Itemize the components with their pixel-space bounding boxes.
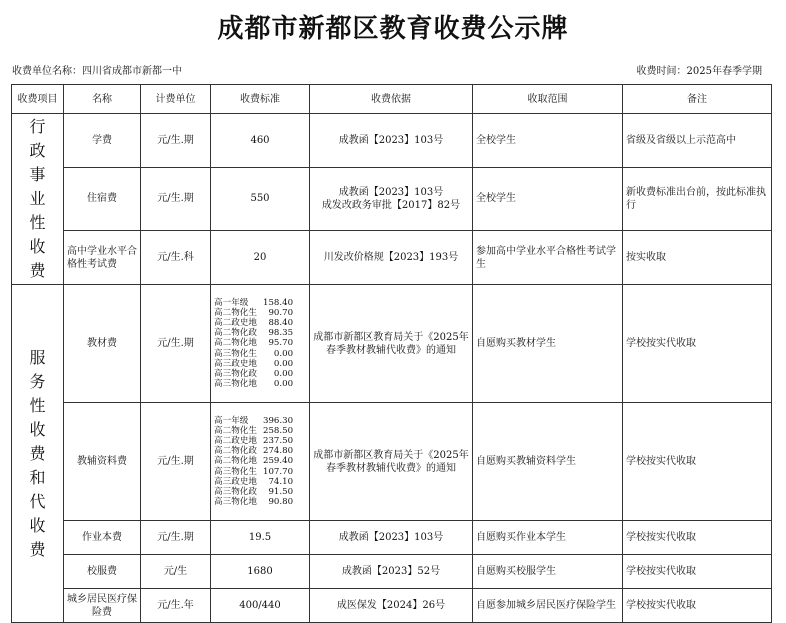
row-unit: 元/生 xyxy=(141,555,211,589)
row-unit: 元/生.年 xyxy=(141,589,211,623)
table-row xyxy=(12,403,772,521)
table-row xyxy=(12,285,772,403)
row-standard: 400/440 xyxy=(211,589,310,623)
row-scope: 全校学生 xyxy=(473,167,623,231)
row-standard: 1680 xyxy=(211,555,310,589)
header-note: 备注 xyxy=(623,85,772,114)
row-unit: 元/生.科 xyxy=(141,231,211,285)
row-standard-breakdown: 高一年级 158.40 高二物化生 90.70 高二政史地 88.40 高二物化政 98.35 高二物化地 95.70 高三物化生 0.00 高三政史地 0.00 高三物化政 0.00 高三物化地 0.00 xyxy=(211,285,310,403)
table-row xyxy=(12,114,772,168)
row-note: 学校按实代收取 xyxy=(623,285,772,403)
header-scope: 收取范围 xyxy=(473,85,623,114)
row-basis: 川发改价格规【2023】193号 xyxy=(310,231,473,285)
header-name: 名称 xyxy=(64,85,141,114)
row-scope: 全校学生 xyxy=(473,114,623,168)
row-note: 学校按实代收取 xyxy=(623,555,772,589)
row-basis: 成都市新都区教育局关于《2025年春季教材教辅代收费》的通知 xyxy=(310,403,473,521)
row-scope: 自愿购买教辅资料学生 xyxy=(473,403,623,521)
row-basis: 成教函【2023】52号 xyxy=(310,555,473,589)
table-row xyxy=(12,231,772,285)
row-note: 新收费标准出台前，按此标准执行 xyxy=(623,167,772,231)
row-name: 城乡居民医疗保险费 xyxy=(64,589,141,623)
header-unit: 计费单位 xyxy=(141,85,211,114)
header-category: 收费项目 xyxy=(12,85,64,114)
header-basis: 收费依据 xyxy=(310,85,473,114)
table-row xyxy=(12,167,772,231)
row-name: 学费 xyxy=(64,114,141,168)
page-title: 成都市新都区教育收费公示牌 xyxy=(217,14,569,44)
row-basis: 成都市新都区教育局关于《2025年春季教材教辅代收费》的通知 xyxy=(310,285,473,403)
table-header-row xyxy=(12,85,772,114)
row-scope: 自愿参加城乡居民医疗保险学生 xyxy=(473,589,623,623)
row-name: 作业本费 xyxy=(64,521,141,555)
fee-table xyxy=(11,84,772,623)
row-standard: 20 xyxy=(211,231,310,285)
category-admin: 行 政 事 业 性 收 费 xyxy=(12,114,64,285)
row-basis: 成医保发【2024】26号 xyxy=(310,589,473,623)
row-name: 住宿费 xyxy=(64,167,141,231)
row-note: 按实收取 xyxy=(623,231,772,285)
header-standard: 收费标准 xyxy=(211,85,310,114)
row-note: 学校按实代收取 xyxy=(623,589,772,623)
row-basis: 成教函【2023】103号 成发改政务审批【2017】82号 xyxy=(310,167,473,231)
row-standard: 19.5 xyxy=(211,521,310,555)
row-name: 教材费 xyxy=(64,285,141,403)
row-unit: 元/生.期 xyxy=(141,167,211,231)
row-name: 校服费 xyxy=(64,555,141,589)
row-scope: 自愿购买作业本学生 xyxy=(473,521,623,555)
row-unit: 元/生.期 xyxy=(141,114,211,168)
row-standard-breakdown: 高一年级 396.30 高二物化生 258.50 高二政史地 237.50 高二物化政 274.80 高二物化地 259.40 高三物化生 107.70 高三政史地 74.10 高三物化政 91.50 高三物化地 90.80 xyxy=(211,403,310,521)
row-scope: 自愿购买校服学生 xyxy=(473,555,623,589)
row-standard: 460 xyxy=(211,114,310,168)
row-basis: 成教函【2023】103号 xyxy=(310,114,473,168)
row-name: 教辅资料费 xyxy=(64,403,141,521)
row-note: 学校按实代收取 xyxy=(623,521,772,555)
row-scope: 参加高中学业水平合格性考试学生 xyxy=(473,231,623,285)
row-unit: 元/生.期 xyxy=(141,285,211,403)
row-scope: 自愿购买教材学生 xyxy=(473,285,623,403)
table-row xyxy=(12,589,772,623)
table-row xyxy=(12,521,772,555)
category-service: 服 务 性 收 费 和 代 收 费 xyxy=(12,285,64,623)
row-standard: 550 xyxy=(211,167,310,231)
row-basis: 成教函【2023】103号 xyxy=(310,521,473,555)
row-unit: 元/生.期 xyxy=(141,521,211,555)
row-note: 学校按实代收取 xyxy=(623,403,772,521)
row-note: 省级及省级以上示范高中 xyxy=(623,114,772,168)
row-unit: 元/生.期 xyxy=(141,403,211,521)
row-name: 高中学业水平合格性考试费 xyxy=(64,231,141,285)
table-row xyxy=(12,555,772,589)
fee-period-label: 收费时间：2025年春季学期 xyxy=(636,66,762,77)
unit-name-label: 收费单位名称：四川省成都市新都一中 xyxy=(12,66,182,77)
